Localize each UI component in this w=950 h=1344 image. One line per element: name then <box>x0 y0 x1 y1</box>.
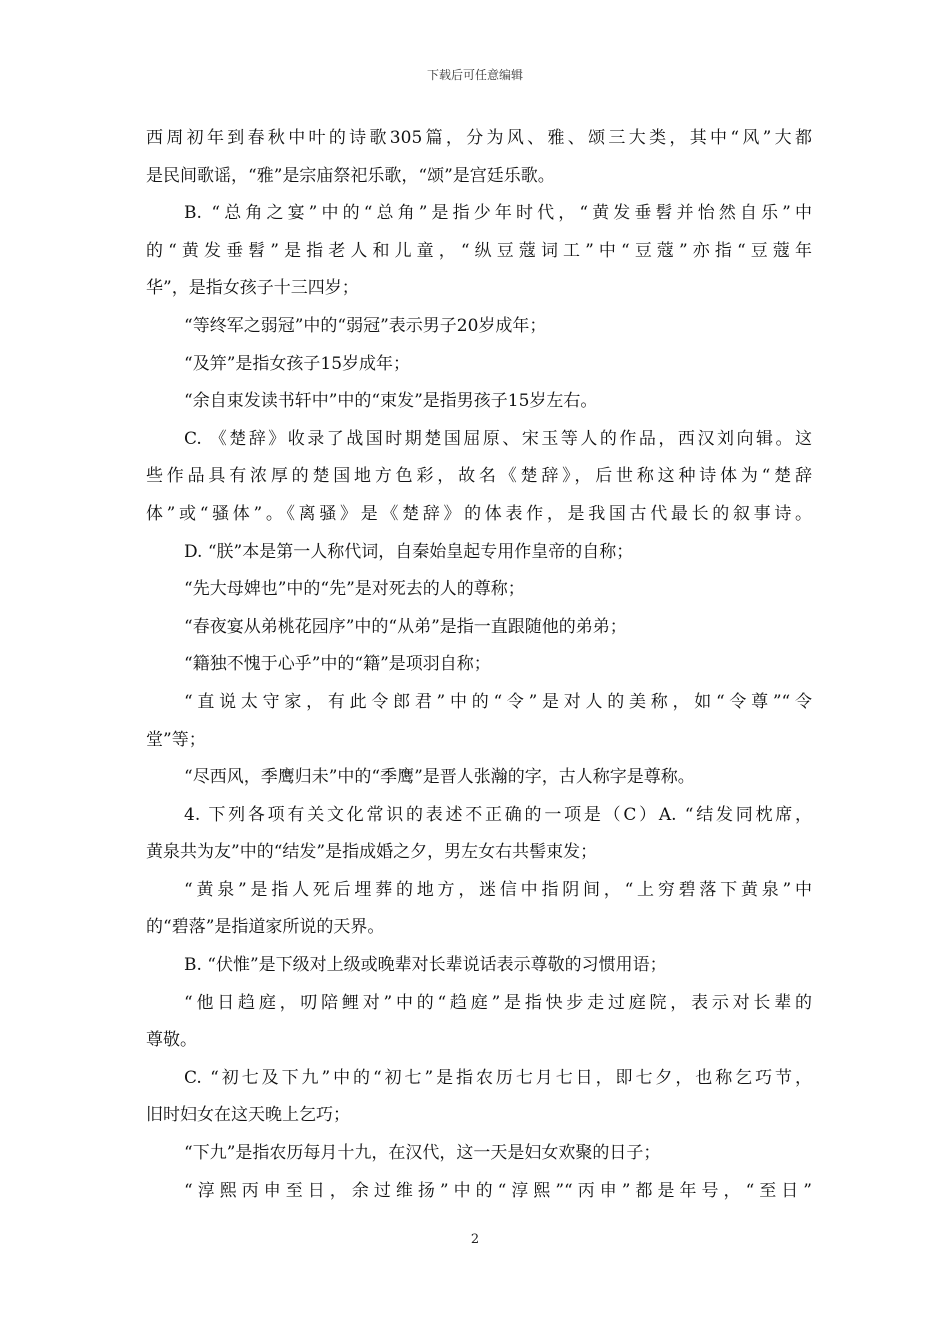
text-line: D. “朕”本是第一人称代词，自秦始皇起专用作皇帝的自称； <box>184 541 634 562</box>
text-line: 西周初年到春秋中叶的诗歌305篇，分为风、雅、颂三大类，其中“风”大都 <box>146 128 812 148</box>
text-line: 尊敬。 <box>146 1030 197 1051</box>
text-line: 华”，是指女孩子十三四岁； <box>146 278 359 299</box>
text-line: 是民间歌谣，“雅”是宗庙祭祀乐歌，“颂”是宫廷乐歌。 <box>146 165 555 186</box>
text-line: B. “伏惟”是下级对上级或晚辈对长辈说话表示尊敬的习惯用语； <box>184 955 667 976</box>
text-line: 堂”等； <box>146 729 206 750</box>
text-line: “他日趋庭，叨陪鲤对”中的“趋庭”是指快步走过庭院，表示对长辈的 <box>184 992 812 1013</box>
text-line: 体”或“骚体”。《离骚》是《楚辞》的体表作，是我国古代最长的叙事诗。 <box>146 503 812 524</box>
text-line: B. “总角之宴”中的“总角”是指少年时代，“黄发垂髫并怡然自乐”中 <box>184 203 812 224</box>
text-line: “下九”是指农历每月十九，在汉代，这一天是妇女欢聚的日子； <box>184 1143 661 1164</box>
text-line: 的“碧落”是指道家所说的天界。 <box>146 917 385 938</box>
text-line: “等终军之弱冠”中的“弱冠”表示男子20岁成年； <box>184 315 547 336</box>
text-line: “春夜宴从弟桃花园序”中的“从弟”是指一直跟随他的弟弟； <box>184 616 627 637</box>
text-line: C. “初七及下九”中的“初七”是指农历七月七日，即七夕，也称乞巧节， <box>184 1067 812 1088</box>
text-line: 黄泉共为友”中的“结发”是指成婚之夕，男左女右共髻束发； <box>146 842 598 863</box>
text-line: “直说太守家，有此令郎君”中的“令”是对人的美称，如“令尊”“令 <box>184 691 812 712</box>
text-line: “先大母婢也”中的“先”是对死去的人的尊称； <box>184 579 525 600</box>
text-line: 4. 下列各项有关文化常识的表述不正确的一项是（C）A. “结发同枕席， <box>184 804 812 825</box>
text-line: 的“黄发垂髫”是指老人和儿童，“纵豆蔻词工”中“豆蔻”亦指“豆蔻年 <box>146 240 812 261</box>
text-line: “淳熙丙申至日，余过维扬”中的“淳熙”“丙申”都是年号，“至日” <box>184 1180 812 1201</box>
text-line: “尽西风，季鹰归未”中的“季鹰”是晋人张瀚的字，古人称字是尊称。 <box>184 767 695 788</box>
document-body <box>146 120 812 1210</box>
text-line: C. 《楚辞》收录了战国时期楚国屈原、宋玉等人的作品，西汉刘向辑。这 <box>184 428 812 449</box>
page-number: 2 <box>470 1232 480 1247</box>
text-line: “余自束发读书轩中”中的“束发”是指男孩子15岁左右。 <box>184 391 598 412</box>
text-line: 旧时妇女在这天晚上乞巧； <box>146 1105 350 1126</box>
page-header: 下载后可任意编辑 <box>426 68 523 82</box>
text-line: “黄泉”是指人死后埋葬的地方，迷信中指阴间，“上穷碧落下黄泉”中 <box>184 879 812 900</box>
text-line: 些作品具有浓厚的楚国地方色彩，故名《楚辞》，后世称这种诗体为“楚辞 <box>146 466 812 487</box>
text-line: “籍独不愧于心乎”中的“籍”是项羽自称； <box>184 654 491 675</box>
text-line: “及笄”是指女孩子15岁成年； <box>184 353 411 374</box>
